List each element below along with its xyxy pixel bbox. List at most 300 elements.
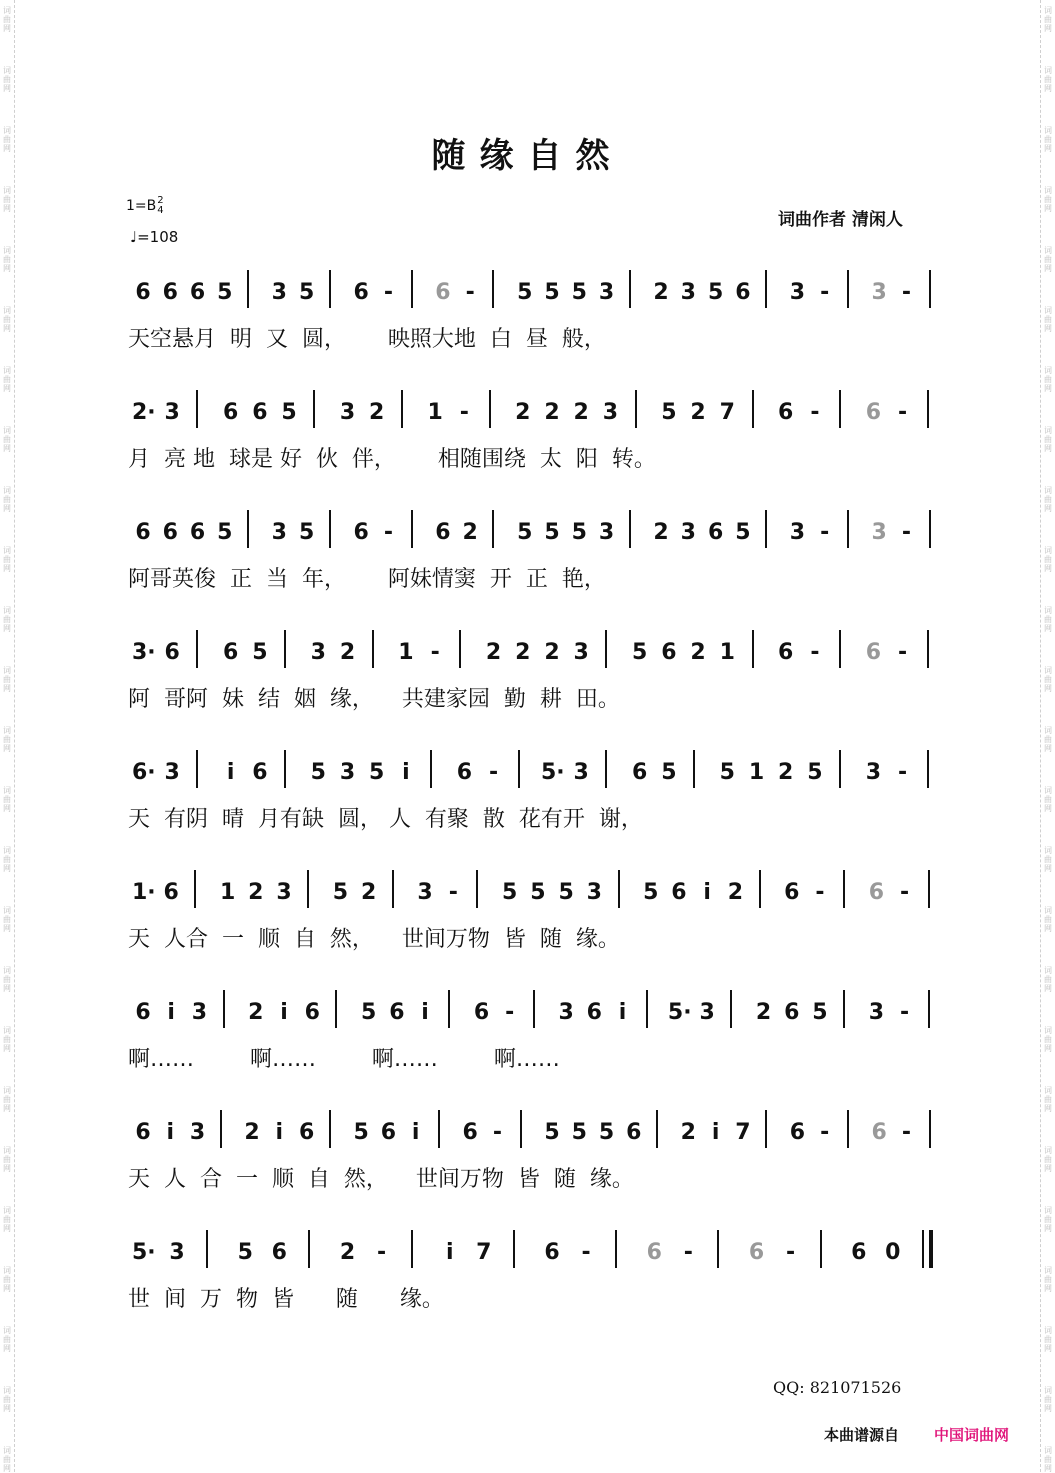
barline	[518, 750, 520, 788]
quarter-note-icon: ♩	[130, 228, 138, 246]
note: 5	[598, 1120, 615, 1145]
barline	[284, 750, 286, 788]
note: 6	[865, 400, 881, 425]
barline	[438, 1110, 440, 1148]
note: 2	[360, 880, 377, 905]
dash-note: -	[897, 400, 908, 425]
watermark-text: 词 曲 网	[3, 1446, 11, 1473]
note: 6	[586, 1000, 602, 1025]
score-line	[0, 280, 1055, 390]
barline	[765, 1110, 767, 1148]
note: 2	[653, 280, 669, 305]
watermark-text: 词 曲 网	[1044, 186, 1052, 213]
barline	[765, 510, 767, 548]
barline	[476, 870, 478, 908]
note: 6	[784, 880, 800, 905]
score-line	[0, 880, 1055, 990]
barline	[847, 1110, 849, 1148]
note: 6	[271, 1240, 287, 1265]
score-line	[0, 1000, 1055, 1110]
note: 6	[389, 1000, 405, 1025]
note: 6	[353, 520, 369, 545]
note: 6	[435, 520, 451, 545]
dash-note: -	[901, 520, 912, 545]
note: 6	[871, 1120, 887, 1145]
note: 5	[353, 1120, 369, 1145]
watermark-text: 词 曲 网	[3, 1086, 11, 1113]
score-line	[0, 760, 1055, 870]
note: 2	[515, 640, 531, 665]
barline	[411, 270, 413, 308]
lyric-line: 天空悬月 明 又 圆， 映照大地 白 昼 般，	[128, 327, 606, 352]
note: 1	[748, 760, 765, 785]
dash-note: -	[448, 880, 458, 905]
barline	[752, 390, 754, 428]
note: 6	[851, 1240, 867, 1265]
note: 2	[573, 400, 589, 425]
note: 6	[435, 280, 451, 305]
note: 5	[502, 880, 518, 905]
barline	[635, 390, 637, 428]
score-line	[0, 400, 1055, 510]
barline	[629, 270, 631, 308]
watermark-text: 词 曲 网	[3, 246, 11, 273]
note: 5	[544, 1120, 560, 1145]
note: 3	[339, 400, 356, 425]
barline	[335, 990, 337, 1028]
barline	[839, 630, 841, 668]
note: 2	[244, 1120, 260, 1145]
barline	[656, 1110, 658, 1148]
note: 6	[462, 1120, 478, 1145]
note: 7	[719, 400, 735, 425]
watermark-text: 词 曲 网	[1044, 726, 1052, 753]
barline	[492, 510, 494, 548]
note: 3	[865, 760, 881, 785]
note: 5	[544, 280, 560, 305]
note: 6	[456, 760, 472, 785]
note: 2	[369, 400, 385, 425]
barline	[520, 1110, 522, 1148]
lyric-line: 阿 哥阿 妹 结 姻 缘， 共建家园 勤 耕 田。	[128, 687, 620, 712]
note: 6	[868, 880, 885, 905]
note: 5	[707, 280, 724, 305]
dash-note: -	[383, 520, 393, 545]
note: 3	[789, 280, 806, 305]
note: 6	[661, 640, 677, 665]
watermark-text: 词 曲 网	[3, 66, 11, 93]
note: 3	[271, 280, 287, 305]
note: 5	[661, 400, 677, 425]
watermark-text: 词 曲 网	[3, 366, 11, 393]
note: 6	[135, 1000, 151, 1025]
watermark-text: 词 曲 网	[1044, 1206, 1052, 1233]
note: 1	[219, 880, 236, 905]
watermark-text: 词 曲 网	[1044, 366, 1052, 393]
watermark-text: 词 曲 网	[3, 426, 11, 453]
note: 5·	[132, 1240, 156, 1265]
watermark-text: 词 曲 网	[1044, 606, 1052, 633]
note: 5	[719, 760, 735, 785]
watermark-text: 词 曲 网	[3, 1146, 11, 1173]
barline	[247, 510, 249, 548]
note: 6	[789, 1120, 806, 1145]
watermark-text: 词 曲 网	[3, 6, 11, 33]
note: 5	[517, 520, 533, 545]
watermark-text: 词 曲 网	[1044, 966, 1052, 993]
note: 5	[360, 1000, 377, 1025]
dash-note: -	[488, 760, 499, 785]
note: 3	[789, 520, 806, 545]
dash-note: -	[810, 640, 820, 665]
note: 5·	[667, 1000, 692, 1025]
watermark-text: 词 曲 网	[3, 546, 11, 573]
note: 6	[135, 280, 151, 305]
barline	[618, 870, 620, 908]
note: 3	[310, 640, 326, 665]
watermark-text: 词 曲 网	[1044, 1266, 1052, 1293]
note: 1	[427, 400, 443, 425]
barline	[929, 510, 931, 548]
note: 3	[276, 880, 292, 905]
watermark-text: 词 曲 网	[1044, 126, 1052, 153]
watermark-text: 词 曲 网	[1044, 786, 1052, 813]
dash-note: -	[901, 1120, 912, 1145]
watermark-text: 词 曲 网	[3, 306, 11, 333]
barline	[307, 870, 309, 908]
barline	[329, 270, 331, 308]
watermark-text: 词 曲 网	[1044, 426, 1052, 453]
note: 3	[573, 640, 589, 665]
note: 5	[812, 1000, 828, 1025]
barline	[329, 510, 331, 548]
watermark-text: 词 曲 网	[3, 1326, 11, 1353]
qq-contact: QQ: 821071526	[773, 1378, 902, 1397]
dash-note: -	[897, 760, 908, 785]
song-title: 随缘自然	[431, 136, 624, 176]
dash-note: -	[459, 400, 469, 425]
barline	[284, 630, 286, 668]
watermark-text: 词 曲 网	[3, 1386, 11, 1413]
dash-note: -	[492, 1120, 503, 1145]
barline	[605, 750, 607, 788]
note: i	[280, 1000, 288, 1025]
note: 3	[573, 760, 589, 785]
note: 3	[417, 880, 433, 905]
score-line	[0, 1240, 1055, 1350]
note: 0	[885, 1240, 901, 1265]
note: 5	[252, 640, 268, 665]
watermark-text: 词 曲 网	[3, 1026, 11, 1053]
barline	[847, 510, 849, 548]
barline	[843, 990, 845, 1028]
dash-note: -	[581, 1240, 591, 1265]
watermark-text: 词 曲 网	[3, 1206, 11, 1233]
note: 6	[631, 760, 648, 785]
note: 6	[473, 1000, 490, 1025]
note: 6	[784, 1000, 800, 1025]
barline	[615, 1230, 617, 1268]
note: 6	[865, 640, 881, 665]
score-line	[0, 640, 1055, 750]
note: i	[445, 1240, 454, 1265]
note: 5	[735, 520, 751, 545]
barline	[308, 1230, 310, 1268]
watermark-text: 词 曲 网	[1044, 1446, 1052, 1473]
note: 3	[164, 760, 180, 785]
note: i	[703, 880, 711, 905]
barline	[459, 630, 461, 668]
note: 2	[544, 640, 560, 665]
note: 6	[748, 1240, 765, 1265]
note: 6	[135, 520, 151, 545]
note: 5	[310, 760, 326, 785]
dash-note: -	[901, 280, 912, 305]
lyric-line: 天 有阴 晴 月有缺 圆， 人 有聚 散 花有开 谢，	[128, 807, 643, 832]
barline	[223, 990, 225, 1028]
note: 6	[735, 280, 751, 305]
watermark-text: 词 曲 网	[1044, 846, 1052, 873]
dash-note: -	[786, 1240, 796, 1265]
dash-note: -	[820, 280, 830, 305]
note: 6	[626, 1120, 642, 1145]
note: i	[166, 1120, 175, 1145]
watermark-text: 词 曲 网	[3, 786, 11, 813]
note: 3	[868, 1000, 885, 1025]
barline	[533, 990, 535, 1028]
note: 5	[558, 880, 574, 905]
watermark-text: 词 曲 网	[1044, 666, 1052, 693]
note: 3	[339, 760, 356, 785]
watermark-text: 词 曲 网	[3, 486, 11, 513]
note: 3	[189, 1120, 206, 1145]
dash-note: -	[900, 880, 910, 905]
source-site-link[interactable]: 中国词曲网	[934, 1426, 1010, 1444]
barline	[752, 630, 754, 668]
note: 5	[217, 280, 233, 305]
watermark-text: 词 曲 网	[1044, 1386, 1052, 1413]
note: 3	[598, 280, 615, 305]
lyric-line: 啊…… 啊…… 啊…… 啊……	[128, 1047, 560, 1072]
note: 5	[298, 520, 315, 545]
note: 3	[871, 280, 887, 305]
note: 5	[571, 280, 587, 305]
watermark-text: 词 曲 网	[1044, 1026, 1052, 1053]
source-label: 本曲谱源自	[824, 1426, 900, 1444]
barline	[372, 630, 374, 668]
barline	[629, 510, 631, 548]
note: 6	[222, 640, 239, 665]
note: 6	[162, 520, 178, 545]
watermark-text: 词 曲 网	[1044, 1086, 1052, 1113]
tempo-value: =108	[137, 228, 179, 246]
final-barline	[922, 1230, 933, 1268]
dash-note: -	[810, 400, 820, 425]
note: 2	[248, 880, 264, 905]
barline	[401, 390, 403, 428]
note: 5	[631, 640, 648, 665]
barline	[759, 870, 761, 908]
dash-note: -	[897, 640, 908, 665]
barline	[329, 1110, 331, 1148]
note: 3·	[132, 640, 156, 665]
barline	[717, 1230, 719, 1268]
note: 2	[248, 1000, 264, 1025]
note: i	[167, 1000, 175, 1025]
barline	[839, 390, 841, 428]
note: 5·	[541, 760, 565, 785]
barline	[196, 390, 198, 428]
note: 2	[778, 760, 794, 785]
barline	[730, 990, 732, 1028]
lyric-line: 天 人 合 一 顺 自 然， 世间万物 皆 随 缘。	[128, 1167, 634, 1192]
barline	[448, 990, 450, 1028]
note: 3	[871, 520, 887, 545]
note: 5	[643, 880, 659, 905]
dash-note: -	[820, 520, 830, 545]
barline	[194, 870, 196, 908]
barline	[843, 870, 845, 908]
watermark-text: 词 曲 网	[3, 726, 11, 753]
note: 5	[298, 280, 315, 305]
note: 6	[252, 400, 268, 425]
note: i	[421, 1000, 429, 1025]
note: 2	[653, 520, 669, 545]
dash-note: -	[815, 880, 825, 905]
note: 5	[217, 520, 233, 545]
time-signature: 2 4	[157, 195, 164, 216]
key-signature	[126, 196, 164, 216]
note: i	[711, 1120, 720, 1145]
note: 5	[571, 1120, 587, 1145]
note: 5	[332, 880, 349, 905]
barline	[313, 390, 315, 428]
note: 6	[671, 880, 687, 905]
watermark-text: 词 曲 网	[3, 966, 11, 993]
watermark-text: 词 曲 网	[1044, 486, 1052, 513]
note: 6	[135, 1120, 151, 1145]
barline	[220, 1110, 222, 1148]
note: i	[411, 1120, 420, 1145]
dash-note: -	[383, 280, 393, 305]
note: 1	[719, 640, 735, 665]
note: 2	[755, 1000, 772, 1025]
note: 6	[646, 1240, 662, 1265]
watermark-text: 词 曲 网	[1044, 246, 1052, 273]
note: 2	[544, 400, 560, 425]
note: 7	[476, 1240, 492, 1265]
watermark-text: 词 曲 网	[1044, 306, 1052, 333]
note: 3	[602, 400, 619, 425]
note: 2	[690, 400, 706, 425]
note: 3	[271, 520, 287, 545]
note: 3	[169, 1240, 185, 1265]
note: 3	[586, 880, 602, 905]
barline	[392, 870, 394, 908]
barline	[929, 1110, 931, 1148]
watermark-text: 词 曲 网	[1044, 1146, 1052, 1173]
lyric-line: 世 间 万 物 皆 随 缘。	[128, 1287, 444, 1312]
note: 3	[699, 1000, 715, 1025]
note: 6	[353, 280, 369, 305]
watermark-text: 词 曲 网	[3, 606, 11, 633]
note: 5	[281, 400, 297, 425]
note: 1·	[132, 880, 156, 905]
note: 6·	[132, 760, 156, 785]
note: i	[275, 1120, 284, 1145]
note: 5	[530, 880, 546, 905]
barline	[411, 1230, 413, 1268]
dash-note: -	[820, 1120, 830, 1145]
note: 6	[298, 1120, 315, 1145]
note: 6	[189, 280, 206, 305]
barline	[693, 750, 695, 788]
note: 1	[398, 640, 414, 665]
barline	[247, 270, 249, 308]
note: 2·	[132, 400, 156, 425]
barline	[513, 1230, 515, 1268]
note: 2	[690, 640, 706, 665]
note: 2	[515, 400, 531, 425]
note: 5	[807, 760, 823, 785]
watermark-text: 词 曲 网	[3, 186, 11, 213]
dash-note: -	[683, 1240, 693, 1265]
watermark-text: 词 曲 网	[3, 666, 11, 693]
dash-note: -	[900, 1000, 910, 1025]
note: 7	[735, 1120, 751, 1145]
watermark-text: 词 曲 网	[1044, 6, 1052, 33]
note: i	[226, 760, 235, 785]
watermark-text: 词 曲 网	[3, 126, 11, 153]
note: 5	[571, 520, 587, 545]
watermark-text: 词 曲 网	[3, 1266, 11, 1293]
note: 3	[680, 520, 696, 545]
barline	[929, 270, 931, 308]
note: 3	[191, 1000, 208, 1025]
barline	[928, 870, 930, 908]
barline	[196, 630, 198, 668]
barline	[196, 750, 198, 788]
note: 5	[544, 520, 560, 545]
note: 6	[544, 1240, 560, 1265]
note: i	[618, 1000, 627, 1025]
note: 3	[558, 1000, 574, 1025]
note: 2	[339, 1240, 356, 1265]
note: 6	[252, 760, 268, 785]
note: 6	[707, 520, 724, 545]
watermark-text: 词 曲 网	[1044, 906, 1052, 933]
note: 6	[778, 640, 794, 665]
note: 2	[339, 640, 356, 665]
barline	[839, 750, 841, 788]
dash-note: -	[430, 640, 440, 665]
note: 5	[517, 280, 533, 305]
note: 5	[237, 1240, 253, 1265]
barline	[820, 1230, 822, 1268]
note: 3	[164, 400, 180, 425]
barline	[765, 270, 767, 308]
note: 2	[727, 880, 743, 905]
note: 6	[304, 1000, 320, 1025]
watermark-text: 词 曲 网	[3, 906, 11, 933]
watermark-text: 词 曲 网	[1044, 1326, 1052, 1353]
note: 3	[598, 520, 615, 545]
lyric-line: 天 人合 一 顺 自 然， 世间万物 皆 随 缘。	[128, 927, 620, 952]
note: 2	[462, 520, 478, 545]
barline	[847, 270, 849, 308]
lyric-line: 阿哥英俊 正 当 年， 阿妹情窦 开 正 艳，	[128, 567, 606, 592]
note: 3	[680, 280, 696, 305]
